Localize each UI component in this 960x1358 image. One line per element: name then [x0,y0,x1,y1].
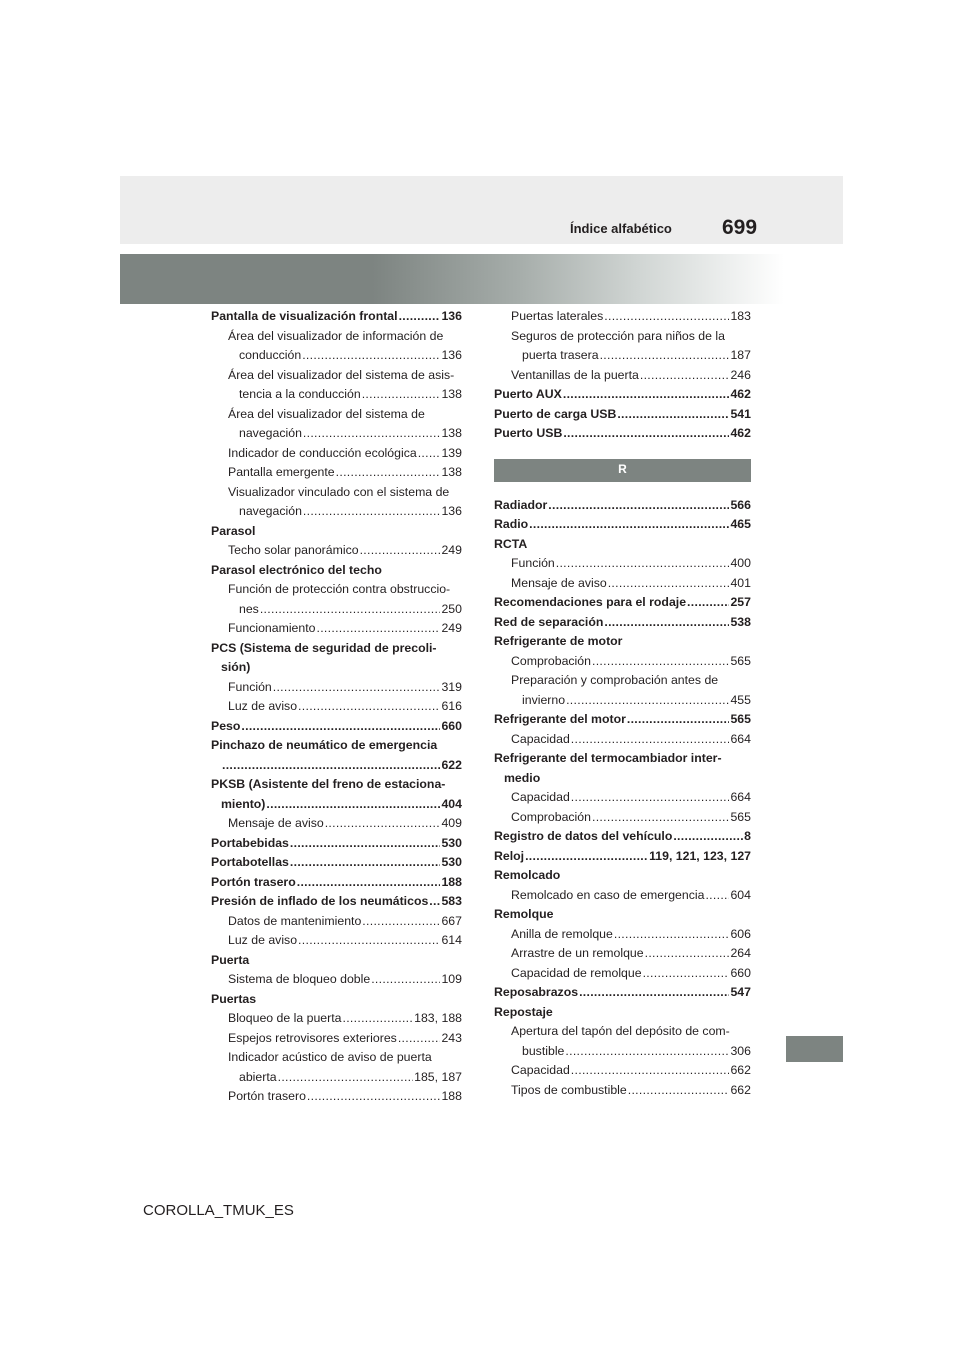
entry-page-number: 319 [441,679,462,694]
dot-leader [241,717,440,737]
entry-term: Refrigerante del motor [494,712,626,726]
entry-term: Anilla de remolque [511,926,613,941]
dot-leader [529,515,729,535]
entry-page-number: 257 [730,595,751,609]
index-entry [211,366,462,386]
entry-heading: Parasol [211,523,256,538]
dot-leader [290,853,441,873]
entry-heading: Área del visualizador del sistema de [228,406,425,421]
entry-heading: Refrigerante de motor [494,634,623,648]
dot-leader [571,730,730,750]
entry-term: Sistema de bloqueo doble [228,972,371,986]
entry-term: Red de separación [494,614,604,629]
page-title: Índice alfabético [570,221,672,236]
entry-term: Radio [494,517,529,531]
index-entry [211,775,462,795]
entry-heading: medio [504,770,541,785]
entry-term: Función [511,556,555,570]
index-column-left [211,307,462,1107]
index-entry [211,756,462,776]
dot-leader [579,983,729,1003]
index-entry [211,912,462,932]
dot-leader [297,873,441,893]
entry-page-number: 660 [441,718,462,733]
entry-page-number: 616 [441,699,462,713]
entry-page-number: 243 [441,1030,462,1045]
index-entry [494,710,751,730]
index-entry [211,522,462,542]
index-entry [494,905,751,925]
dot-leader [614,925,730,945]
entry-term: invierno [522,692,566,707]
index-entry [494,769,751,789]
index-entry [211,307,462,327]
entry-page-number: 541 [730,406,751,421]
dot-leader [565,1042,729,1062]
entry-page-number: 583 [441,894,462,908]
entry-heading: Parasol electrónico del techo [211,562,382,577]
dot-leader [222,756,440,776]
entry-heading: Área del visualizador de información de [228,328,444,343]
dot-leader [705,886,729,906]
entry-term: miento) [221,796,266,811]
entry-page-number: 400 [730,556,751,570]
entry-page-number: 530 [441,855,462,869]
entry-page-number: 606 [730,926,751,941]
dot-leader [429,892,440,912]
index-entry [494,515,751,535]
entry-page-number: 566 [730,497,751,512]
entry-term: Pantalla emergente [228,465,335,479]
entry-term: Portabebidas [211,835,289,850]
entry-heading: Seguros de protección para niños de la [511,328,725,343]
index-entry [211,736,462,756]
index-entry [494,925,751,945]
index-entry [494,613,751,633]
entry-heading: Preparación y comprobación antes de [511,673,719,687]
index-entry [494,574,751,594]
entry-term: Recomendaciones para el rodaje [494,595,687,609]
entry-term: Puerto USB [494,426,563,440]
entry-term: Bloqueo de la puerta [228,1011,342,1025]
index-entry [211,385,462,405]
entry-term: Ventanillas de la puerta [511,367,639,382]
index-entry [211,951,462,971]
entry-term: Funcionamiento [228,621,316,635]
dot-leader [303,502,441,522]
entry-page-number: 565 [730,653,751,668]
dot-leader [362,912,440,932]
entry-page-number: 188 [441,1089,462,1103]
entry-page-number: 401 [730,575,751,590]
dot-leader [307,1087,441,1107]
dot-leader [399,307,441,327]
dot-leader [360,541,441,561]
index-entry [211,619,462,639]
entry-term: Mensaje de aviso [228,816,324,830]
entry-term: Presión de inflado de los neumáticos [211,894,429,908]
index-entry [494,327,751,347]
entry-page-number: 183 [730,309,751,323]
entry-page-number: 662 [730,1063,751,1077]
entry-page-number: 667 [441,913,462,928]
entry-term: Mensaje de aviso [511,575,607,590]
entry-heading: PCS (Sistema de seguridad de precoli- [211,640,437,655]
index-entry [211,483,462,503]
index-entry [494,346,751,366]
index-entry [494,385,751,405]
dot-leader [298,931,440,951]
entry-page-number: 404 [441,796,462,811]
entry-term: Portón trasero [211,874,296,889]
index-entry [494,886,751,906]
index-entry [494,496,751,516]
dot-leader [260,600,441,620]
dot-leader [592,808,729,828]
entry-term: puerta trasera [522,348,599,362]
index-entry [211,600,462,620]
entry-term: conducción [239,348,302,362]
index-entry [494,730,751,750]
dot-leader [592,652,729,672]
index-entry [211,931,462,951]
index-entry [494,691,751,711]
index-entry [211,327,462,347]
dot-leader [556,554,730,574]
entry-page-number: 249 [441,621,462,635]
dot-leader [325,814,441,834]
index-entry [211,658,462,678]
index-column-right [494,307,751,1100]
entry-page-number: 109 [441,972,462,986]
entry-page-number: 138 [441,387,462,401]
dot-leader [343,1009,414,1029]
entry-page-number: 664 [730,790,751,804]
index-entry [494,808,751,828]
entry-heading: Apertura del tapón del depósito de com- [511,1024,730,1038]
index-entry [494,788,751,808]
entry-page-number: 183, 188 [414,1011,462,1025]
entry-term: bustible [522,1043,565,1058]
index-entry [211,678,462,698]
entry-page-number: 136 [441,348,462,362]
entry-term: Capacidad de remolque [511,965,642,980]
dot-leader [302,346,440,366]
dot-leader [640,366,730,386]
dot-leader [571,1061,730,1081]
entry-page-number: 614 [441,933,462,947]
entry-term: Indicador de conducción ecológica [228,445,417,460]
dot-leader [600,346,730,366]
entry-heading: Visualizador vinculado con el sistema de [228,484,450,499]
entry-heading: Pinchazo de neumático de emergencia [211,738,438,752]
entry-term: Capacidad [511,731,570,746]
entry-page-number: 188 [441,874,462,889]
dot-leader [643,964,730,984]
index-entry [211,444,462,464]
index-entry [211,990,462,1010]
index-entry [494,307,751,327]
footer-code: COROLLA_TMUK_ES [143,1202,294,1219]
entry-page-number: 660 [730,965,751,980]
dot-leader [604,613,729,633]
entry-term: navegación [239,426,302,440]
entry-page-number: 138 [441,426,462,440]
index-entry [211,1029,462,1049]
entry-page-number: 264 [730,946,751,960]
dot-leader [645,944,730,964]
index-entry [211,346,462,366]
entry-page-number: 185, 187 [414,1069,462,1084]
index-entry [211,1087,462,1107]
entry-page-number: 246 [730,367,751,382]
index-entry [494,652,751,672]
index-entry [211,814,462,834]
entry-term: Portón trasero [228,1089,306,1103]
entry-page-number: 538 [730,614,751,629]
entry-term: Puertas laterales [511,309,604,323]
dot-leader [571,788,730,808]
entry-page-number: 465 [730,517,751,531]
index-entry [494,749,751,769]
entry-term: Techo solar panorámico [228,543,359,557]
entry-heading: sión) [221,660,251,674]
dot-leader [371,970,440,990]
entry-term: Capacidad [511,1063,570,1077]
dot-leader [398,1029,441,1049]
entry-term: Puerto de carga USB [494,406,617,421]
dot-leader [298,697,440,717]
section-header-r [494,459,751,482]
index-entry [494,1061,751,1081]
entry-term: Remolcado en caso de emergencia [511,887,705,902]
entry-heading: Remolque [494,907,554,921]
index-entry [211,1068,462,1088]
index-entry [211,717,462,737]
entry-term: nes [239,601,259,616]
entry-heading: Refrigerante del termocambiador inter- [494,751,722,765]
entry-page-number: 565 [730,809,751,824]
dot-leader [604,307,729,327]
entry-page-number: 8 [744,829,751,843]
entry-page-number: 136 [441,504,462,518]
entry-page-number: 662 [730,1082,751,1097]
index-entry [211,502,462,522]
index-entry [494,535,751,555]
entry-term: Tipos de combustible [511,1082,627,1097]
entry-page-number: 409 [441,816,462,830]
entry-page-number: 622 [441,757,462,772]
entry-page-number: 250 [441,601,462,616]
index-entry [494,671,751,691]
entry-heading: Puertas [211,991,257,1006]
entry-heading: PKSB (Asistente del freno de estaciona- [211,777,446,791]
entry-term: Portabotellas [211,855,289,869]
entry-term: Pantalla de visualización frontal [211,309,398,323]
entry-heading: Puerta [211,952,250,967]
entry-heading: Remolcado [494,868,561,882]
dot-leader [673,827,743,847]
entry-term: Reloj [494,848,525,863]
page-number: 699 [722,216,758,239]
index-entry [494,554,751,574]
entry-term: tencia a la conducción [239,387,361,401]
dot-leader [418,444,441,464]
index-entry [494,1003,751,1023]
index-entry [494,593,751,613]
index-entry [211,463,462,483]
entry-term: navegación [239,504,302,518]
entry-page-number: 187 [730,348,751,362]
entry-page-number: 462 [730,426,751,440]
index-entry [211,834,462,854]
entry-page-number: 604 [730,887,751,902]
entry-page-number: 306 [730,1043,751,1058]
thumb-index-tab [786,1036,843,1062]
entry-term: Radiador [494,497,548,512]
entry-term: Registro de datos del vehículo [494,829,673,843]
entry-page-number: 462 [730,387,751,401]
index-entry [211,405,462,425]
index-entry [211,541,462,561]
index-entry [494,983,751,1003]
entry-term: abierta [239,1069,277,1084]
entry-page-number: 139 [441,445,462,460]
entry-term: Espejos retrovisores exteriores [228,1030,397,1045]
dot-leader [290,834,441,854]
entry-heading: Función de protección contra obstruccio- [228,582,451,596]
dot-leader [273,678,441,698]
index-entry [211,970,462,990]
index-entry [494,964,751,984]
entry-term: Datos de mantenimiento [228,913,362,928]
entry-page-number: 136 [441,309,462,323]
entry-term: Puerto AUX [494,387,562,401]
entry-term: Reposabrazos [494,985,579,999]
dot-leader [362,385,441,405]
entry-heading: Indicador acústico de aviso de puerta [228,1050,432,1064]
entry-term: Función [228,679,272,694]
entry-page-number: 249 [441,543,462,557]
index-entry [494,866,751,886]
index-entry [494,424,751,444]
entry-term: Comprobación [511,653,591,668]
dot-leader [266,795,440,815]
index-entry [494,827,751,847]
entry-page-number: 119, 121, 123, 127 [649,848,751,863]
index-entry [494,405,751,425]
index-entry [494,366,751,386]
index-entry [494,1042,751,1062]
entry-term: Comprobación [511,809,591,824]
index-entry [211,561,462,581]
decorative-gradient-band [120,254,784,304]
entry-page-number: 547 [730,985,751,999]
index-entry [211,892,462,912]
index-entry [211,853,462,873]
index-entry [494,1081,751,1101]
dot-leader [563,385,730,405]
index-entry [211,697,462,717]
index-group-r [494,496,751,1101]
entry-heading: Repostaje [494,1004,553,1019]
entry-heading: Área del visualizador del sistema de asis- [228,367,455,382]
dot-leader [617,405,729,425]
dot-leader [548,496,729,516]
index-entry [494,1022,751,1042]
entry-page-number: 664 [730,731,751,746]
dot-leader [687,593,729,613]
dot-leader [278,1068,414,1088]
entry-term: Peso [211,718,241,733]
section-letter: R [618,462,627,477]
index-entry [494,632,751,652]
entry-term: Luz de aviso [228,699,298,713]
index-entry [211,639,462,659]
entry-page-number: 455 [730,692,751,707]
entry-term: Luz de aviso [228,933,298,947]
index-entry [211,424,462,444]
index-group-p-continued [494,307,751,444]
index-entry [494,944,751,964]
dot-leader [525,847,648,867]
dot-leader [563,424,729,444]
entry-term: Arrastre de un remolque [511,946,644,960]
index-entry [211,873,462,893]
entry-page-number: 138 [441,465,462,479]
dot-leader [627,710,730,730]
entry-page-number: 530 [441,835,462,850]
index-entry [494,847,751,867]
dot-leader [303,424,441,444]
dot-leader [628,1081,730,1101]
dot-leader [336,463,441,483]
dot-leader [566,691,729,711]
dot-leader [608,574,730,594]
index-entry [211,795,462,815]
index-entry [211,1009,462,1029]
entry-page-number: 565 [730,712,751,726]
index-entry [211,580,462,600]
index-entry [211,1048,462,1068]
entry-term: Capacidad [511,790,570,804]
dot-leader [317,619,441,639]
entry-heading: RCTA [494,536,528,551]
